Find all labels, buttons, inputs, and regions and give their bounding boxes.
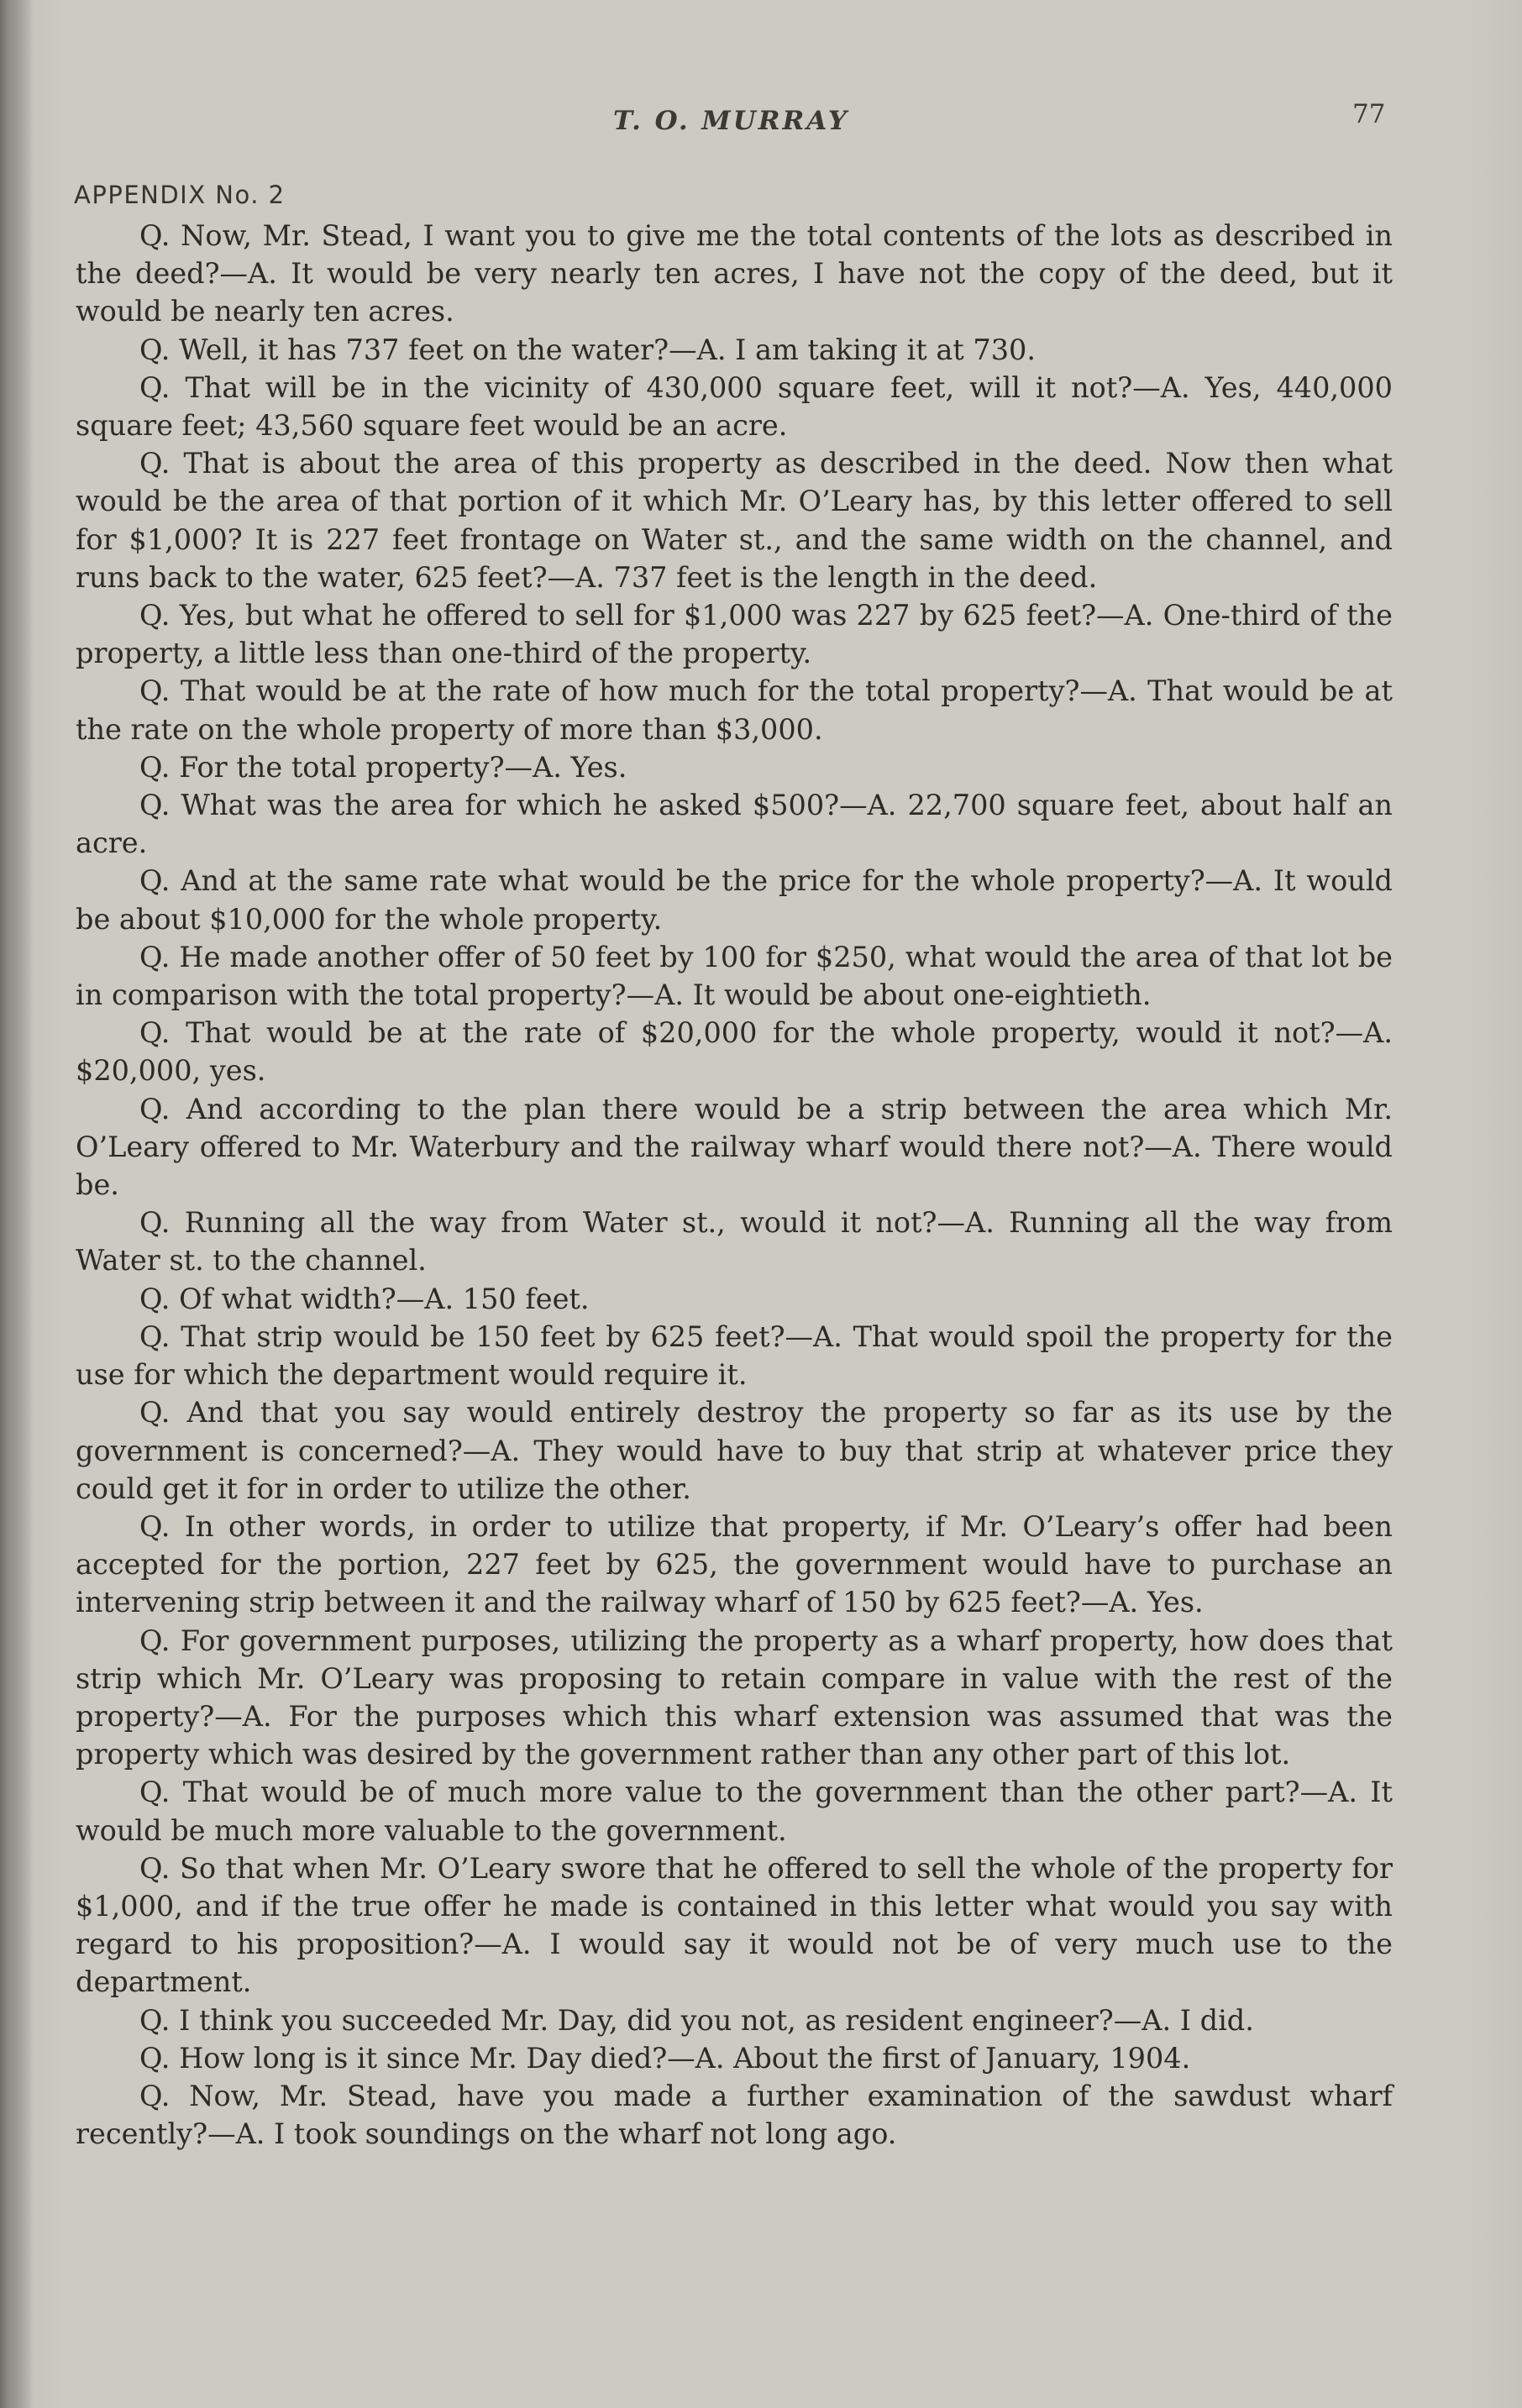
paragraph: Q. That is about the area of this property as described in the deed. Now then what would be the area of that portion of it which Mr. O’Leary has, by this letter offered to sell for $1,000? It is 227 feet frontage on Water st., and the same width on the channel, and runs back to the water, 625 feet?—A. 737 feet is the length in the deed. [76, 447, 1393, 594]
paragraph: Q. And that you say would entirely destroy the property so far as its use by the government is concerned?—A. They would have to buy that strip at whatever price they could get it for in order to utilize the other. [76, 1396, 1393, 1505]
paragraph: Q. That will be in the vicinity of 430,000 square feet, will it not?—A. Yes, 440,000 square feet; 43,560 square feet would be an acre. [76, 370, 1393, 443]
paragraph: Q. Now, Mr. Stead, I want you to give me the total contents of the lots as described in the deed?—A. It would be very nearly ten acres, I have not the copy of the deed, but it would be nearly ten acres. [76, 219, 1393, 328]
paragraph: Q. For government purposes, utilizing the property as a wharf property, how does that strip which Mr. O’Leary was proposing to retain compare in value with the rest of the property?—A. For the purposes which this wharf extension was assumed that was the property which was desired by the government rather than any other part of this lot. [76, 1624, 1393, 1771]
paragraph: Q. Yes, but what he offered to sell for $1,000 was 227 by 625 feet?—A. One-third of the property, a little less than one-third of the property. [76, 599, 1393, 670]
paragraph: Q. That strip would be 150 feet by 625 feet?—A. That would spoil the property for the use for which the department would require it. [76, 1319, 1393, 1392]
paragraph: Q. For the total property?—A. Yes. [139, 750, 627, 784]
paragraph: Q. And according to the plan there would be a strip between the area which Mr. O’Leary offered to Mr. Waterbury and the railway wharf would there not?—A. There would be. [76, 1092, 1393, 1202]
paragraph: Q. And at the same rate what would be the price for the whole property?—A. It would be about $10,000 for the whole property. [76, 864, 1393, 936]
paragraph: Q. Well, it has 737 feet on the water?—A. I am taking it at 730. [139, 333, 1036, 366]
paragraph: Q. That would be at the rate of how much for the total property?—A. That would be at the rate on the whole property of more than $3,000. [76, 674, 1393, 746]
paragraph: Q. He made another offer of 50 feet by 100 for $250, what would the area of that lot be in comparison with the total property?—A. It would be about one-eightieth. [76, 940, 1393, 1012]
page-number: 77 [1352, 99, 1386, 129]
paragraph: Q. Running all the way from Water st., would it not?—A. Running all the way from Water st. to the channel. [76, 1206, 1393, 1277]
paragraph: Q. That would be of much more value to the government than the other part?—A. It would be much more valuable to the government. [76, 1776, 1393, 1847]
paragraph: Q. So that when Mr. O’Leary swore that he offered to sell the whole of the property for $1,000, and if the true offer he made is contained in this letter what would you say with regard to his proposition?—A. I would say it would not be of very much use to the department. [76, 1851, 1393, 1999]
paragraph: Q. That would be at the rate of $20,000 for the whole property, would it not?—A. $20,000, yes. [76, 1016, 1393, 1088]
paragraph: Q. I think you succeeded Mr. Day, did you not, as resident engineer?—A. I did. [139, 2003, 1254, 2037]
page-header [0, 99, 1522, 150]
testimony-body [76, 217, 1393, 2153]
paragraph: Q. How long is it since Mr. Day died?—A. About the first of January, 1904. [139, 2041, 1191, 2075]
paragraph: Q. Of what width?—A. 150 feet. [139, 1282, 590, 1315]
paragraph: Q. In other words, in order to utilize that property, if Mr. O’Leary’s offer had been accepted for the portion, 227 feet by 625, the government would have to purchase an intervening strip between it and the railway wharf of 150 by 625 feet?—A. Yes. [76, 1509, 1393, 1619]
running-title: T. O. MURRAY [613, 106, 849, 136]
paragraph: Q. What was the area for which he asked $500?—A. 22,700 square feet, about half an acre. [76, 789, 1393, 860]
binding-shadow [0, 0, 34, 2408]
paragraph: Q. Now, Mr. Stead, have you made a further examination of the sawdust wharf recently?—A. I took soundings on the wharf not long ago. [76, 2079, 1393, 2151]
appendix-label: APPENDIX No. 2 [74, 181, 286, 209]
